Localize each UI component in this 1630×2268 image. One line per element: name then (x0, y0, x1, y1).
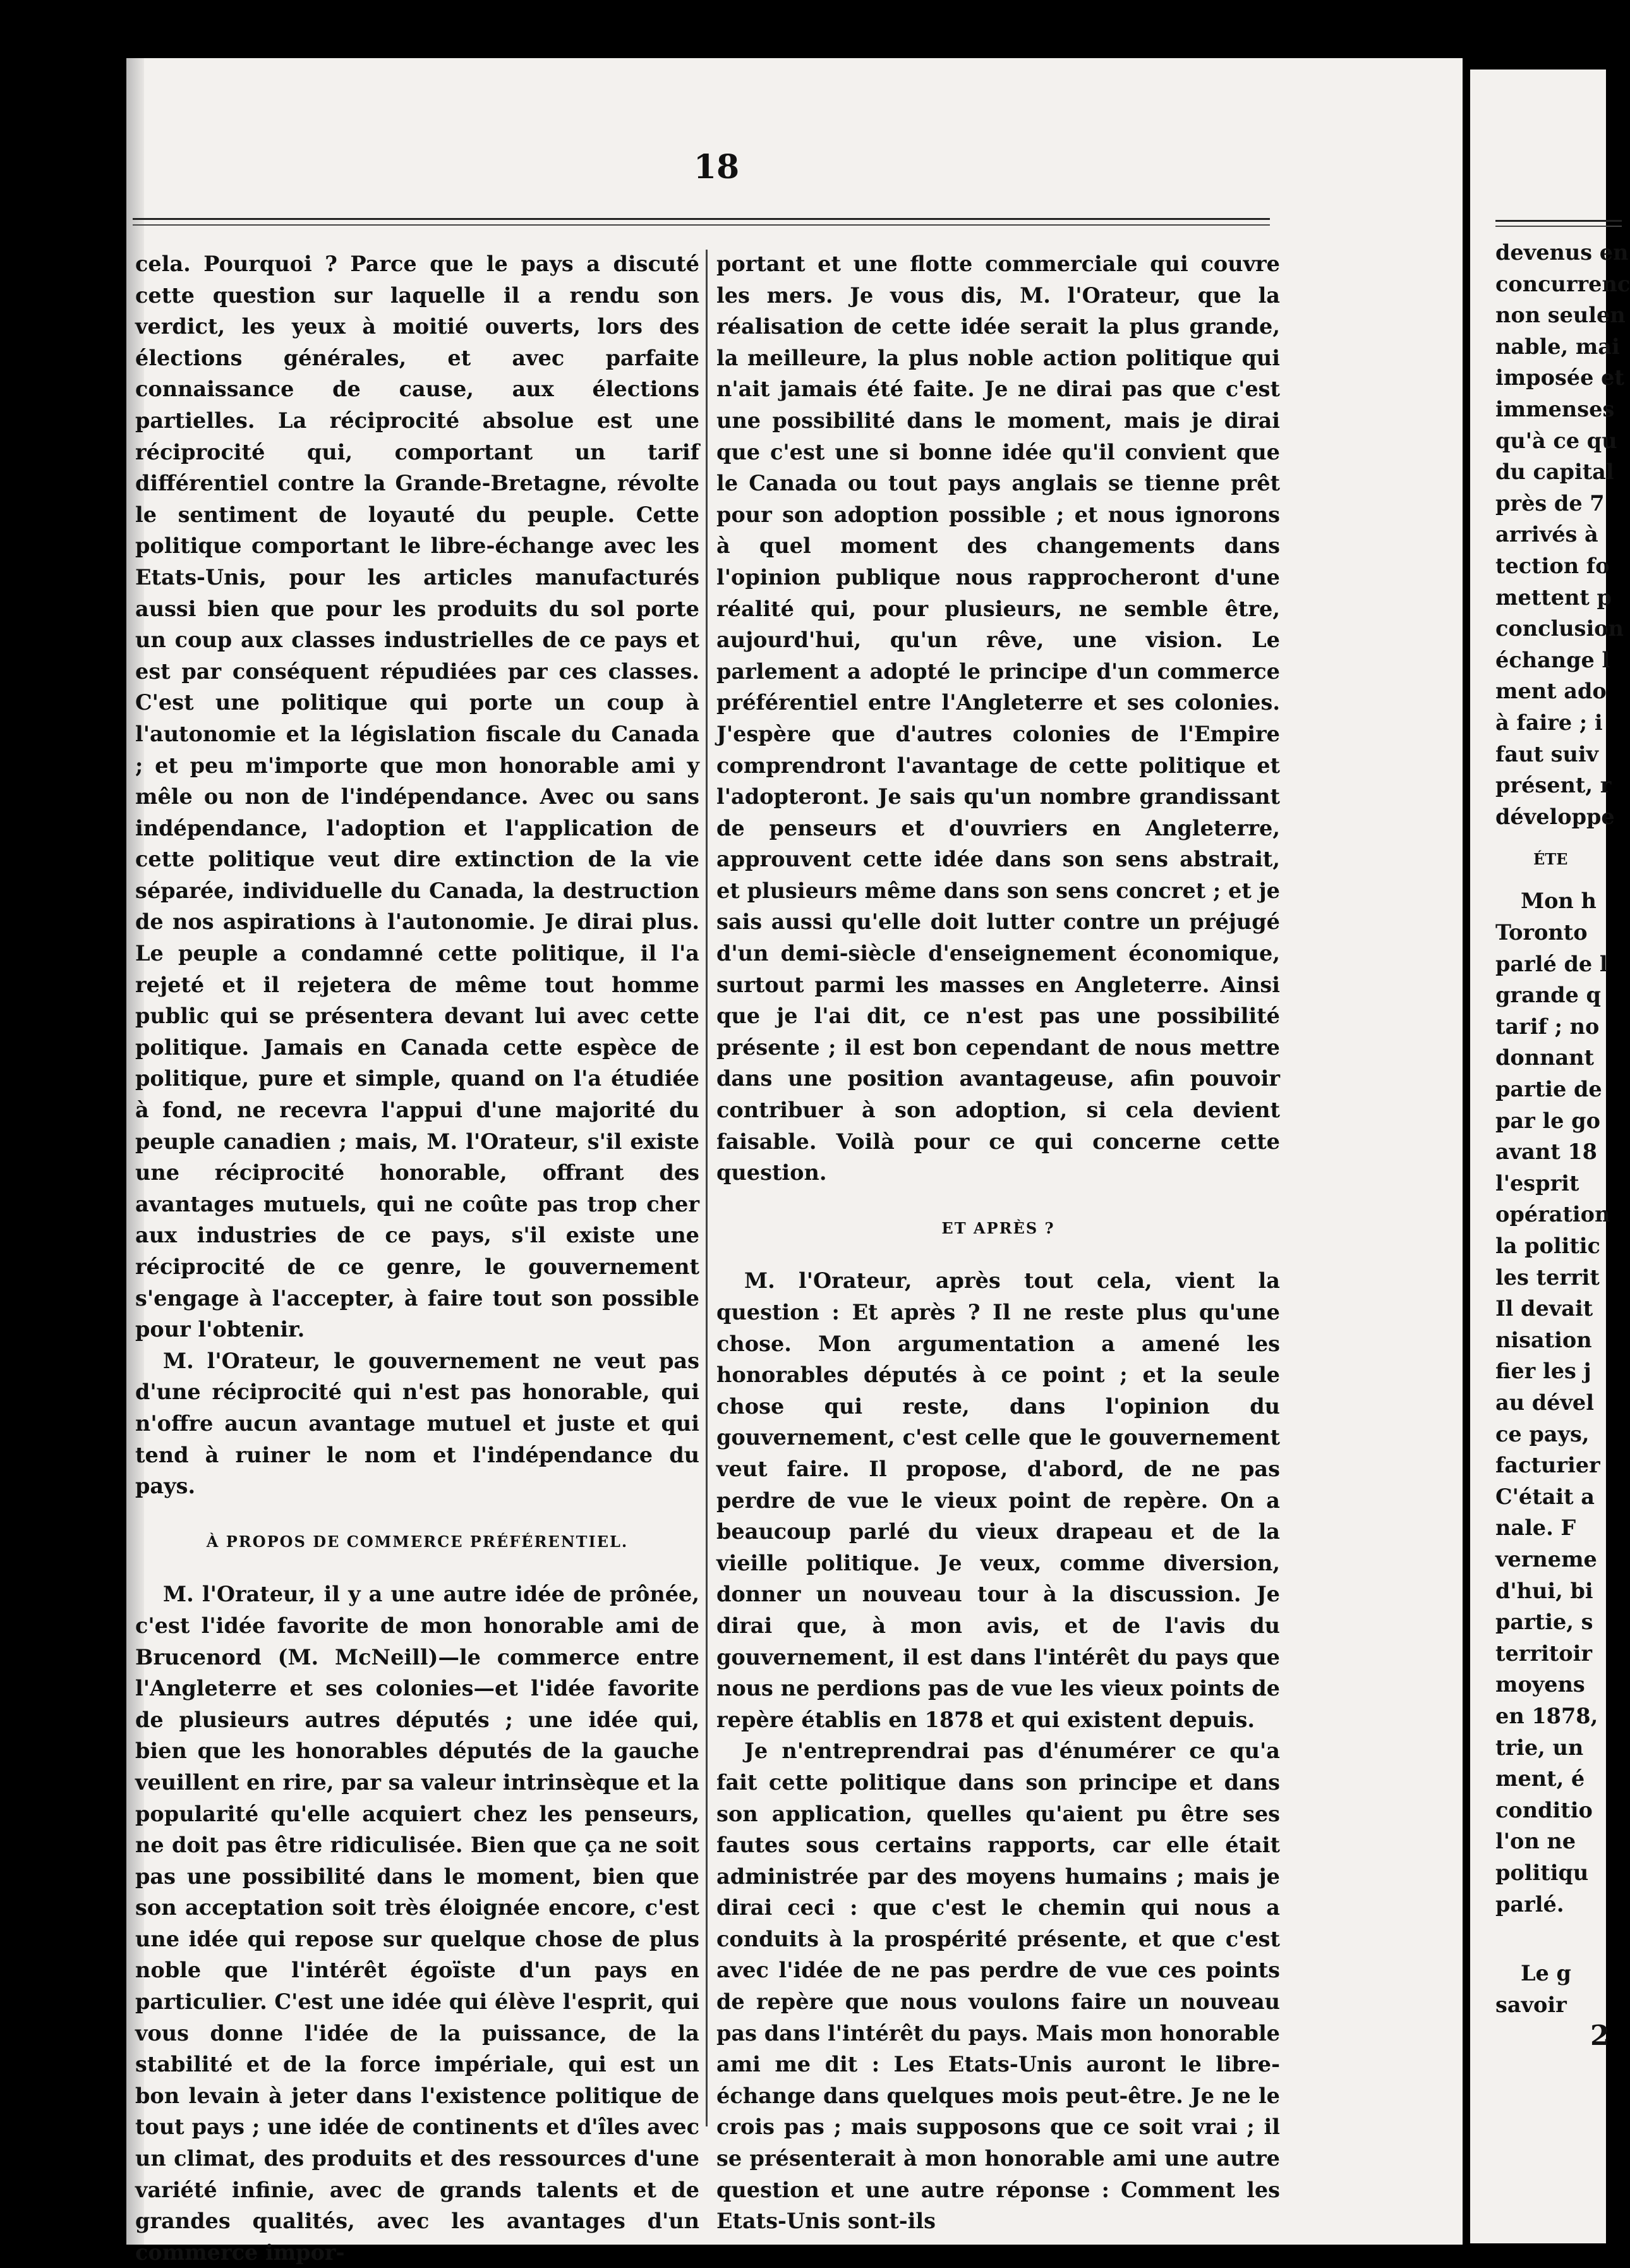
facing-page-line: Le g (1521, 1961, 1571, 1986)
facing-page-line: territoir (1495, 1640, 1593, 1666)
facing-page-line: conditio (1495, 1797, 1593, 1822)
paragraph: M. l'Orateur, après tout cela, vient la question : Et après ? Il ne reste plus qu'une chose. Mon argumentation a amené les honorables députés à ce point ; et la seule chose qui reste, dans l'opinion du gouvernement, c'est celle que le gouvernement veut faire. Il propose, d'abord, de ne pas perdre de vue le vieux point de repère. On a beaucoup parlé du vieux drapeau et de la vieille politique. Je veux, comme diversion, donner un nouveau tour à la discussion. Je dirai que, à mon avis, et de l'avis du gouvernement, il est dans l'intérêt du pays que nous ne perdions pas de vue les vieux points de repère établis en 1878 et qui existent depuis. (716, 1268, 1280, 1732)
paragraph: cela. Pourquoi ? Parce que le pays a discuté cette question sur laquelle il a rendu son verdict, les yeux à moitié ouverts, lors des élections générales, et avec parfaite connaissance de cause, aux élections partielles. La réciprocité absolue est une réciprocité qui, comportant un tarif différentiel contre la Grande-Bretagne, révolte le sentiment de loyauté du peuple. Cette politique comportant le libre-échange avec les Etats-Unis, pour les articles manufacturés aussi bien que pour les produits du sol porte un coup aux classes industrielles de ce pays et est par conséquent répudiées par ces classes. C'est une politique qui porte un coup à l'autonomie et la législation fiscale du Canada ; et peu m'importe que mon honorable ami y mêle ou non de l'indépendance. Avec ou sans indépendance, l'adoption et l'application de cette politique veut dire extinction de la vie séparée, individuelle du Canada, la destruction de nos aspirations à l'autonomie. Je dirai plus. Le peuple a condamné cette politique, il l'a rejeté et il rejetera de même tout homme public qui se présentera devant lui avec cette politique. Jamais en Canada cette espèce de politique, pure et simple, quand on l'a étudiée à fond, ne recevra l'appui d'une majorité du peuple canadien ; mais, M. l'Orateur, s'il existe une réciprocité honorable, offrant des avantages mutuels, qui ne coûte pas trop cher aux industries de ce pays, s'il existe une réciprocité de ce genre, le gouvernement s'engage à l'accepter, à faire tout son possible pour l'obtenir. (135, 252, 699, 1342)
facing-page-line: fier les j (1495, 1359, 1591, 1384)
facing-page-rule (1495, 220, 1622, 227)
facing-page-line: ce pays, (1495, 1421, 1590, 1446)
paragraph: M. l'Orateur, le gouvernement ne veut pas d'une réciprocité qui n'est pas honorable, qui n'offre aucun avantage mutuel et juste et qui tend à ruiner le nom et l'indépendance du pays. (135, 1348, 699, 1499)
facing-page-line: parlé de l (1495, 951, 1608, 976)
facing-page-line: l'esprit (1495, 1170, 1579, 1196)
header-rule (133, 218, 1270, 226)
section-heading: À PROPOS DE COMMERCE PRÉFÉRENTIEL. (206, 1532, 629, 1551)
facing-page-line: ment ado (1495, 679, 1607, 704)
facing-page-line: nisation (1495, 1327, 1592, 1352)
facing-page-line: présent, r (1495, 773, 1612, 798)
facing-page-line: devenus en (1495, 240, 1629, 265)
facing-page-line: conclusion (1495, 616, 1624, 641)
facing-page-line: partie, s (1495, 1610, 1593, 1635)
facing-page-line: nable, mai (1495, 334, 1620, 359)
facing-page-line: verneme (1495, 1547, 1597, 1572)
facing-page-line: près de 7 (1495, 490, 1605, 516)
page-gutter (1463, 51, 1470, 2250)
facing-page (1470, 70, 1630, 2243)
facing-page-line: avant 18 (1495, 1139, 1597, 1165)
paragraph: Je n'entreprendrai pas d'énumérer ce qu'a fait cette politique dans son principe et dans son application, quelles qu'aient pu être ses fautes sous certains rapports, car elle était administrée par des moyens humains ; mais je dirai ceci : que c'est le chemin qui nous a conduits à la prospérité présente, et que c'est avec l'idée de ne pas perdre de vue ces points de repère que nous voulons faire un nouveau pas dans l'intérêt du pays. Mais mon honorable ami me dit : Les Etats-Unis auront le libre-échange dans quelques mois peut-être. Je ne le crois pas ; mais supposons que ce soit vrai ; il se présenterait à mon honorable ami une autre question et une autre réponse : Comment les Etats-Unis sont-ils (716, 1738, 1280, 2234)
facing-page-line: à faire ; i (1495, 710, 1603, 735)
page-number: 18 (693, 148, 740, 186)
facing-page-line: trie, un (1495, 1735, 1584, 1760)
facing-page-line: immenses (1495, 397, 1615, 421)
facing-page-line: savoir (1495, 1992, 1567, 2017)
facing-page-line: par le go (1495, 1108, 1600, 1133)
facing-page-line: tection fo (1495, 554, 1610, 578)
facing-page-line: donnant (1495, 1045, 1595, 1070)
facing-page-line: facturier (1495, 1453, 1600, 1478)
facing-page-line: non seulen (1495, 303, 1626, 328)
facing-page-line: imposée et (1495, 365, 1624, 391)
paragraph: portant et une flotte commerciale qui couvre les mers. Je vous dis, M. l'Orateur, que la réalisation de cette idée serait la plus grande, la meilleure, la plus noble action politique qui n'ait jamais été faite. Je ne dirai pas que c'est une possibilité dans le moment, mais je dirai que c'est une si bonne idée qu'il convient que le Canada ou tout pays anglais se tienne prêt pour son adoption possible ; et nous ignorons à quel moment des changements dans l'opinion publique nous rapprocheront d'une réalité qui, pour plusieurs, ne semble être, aujourd'hui, qu'un rêve, une vision. Le parlement a adopté le principe d'un commerce préférentiel entre l'Angleterre et ses colonies. J'espère que d'autres colonies de l'Empire comprendront l'avantage de cette politique et l'adopteront. Je sais qu'un nombre grandissant de penseurs et d'ouvriers en Angleterre, approuvent cette idée dans son sens abstrait, et plusieurs même dans son sens concret ; et je sais aussi qu'elle doit lutter contre un préjugé d'un demi-siècle d'enseignement économique, surtout parmi les masses en Angleterre. Ainsi que je l'ai dit, ce n'est pas une possibilité présente ; il est bon cependant de nous mettre dans une position avantageuse, afin pouvoir contribuer à son adoption, si cela devient faisable. Voilà pour ce qui concerne cette question. (716, 252, 1280, 1186)
section-heading: ET APRÈS ? (941, 1218, 1055, 1237)
facing-page-line: Il devait (1495, 1296, 1593, 1321)
facing-page-line: la politic (1495, 1234, 1600, 1258)
facing-page-line: échange l (1495, 647, 1610, 672)
column-divider (706, 250, 708, 2126)
facing-page-line: Mon h (1521, 888, 1597, 914)
facing-page-line: Toronto (1495, 920, 1588, 945)
facing-page-line: nale. F (1495, 1515, 1576, 1541)
facing-page-line: en 1878, (1495, 1704, 1598, 1728)
facing-page-line: au dével (1495, 1390, 1594, 1415)
facing-page-line: opération (1495, 1202, 1610, 1227)
facing-page-line: du capital (1495, 459, 1614, 485)
facing-page-line: d'hui, bi (1495, 1578, 1593, 1603)
facing-page-line: ment, é (1495, 1766, 1585, 1792)
facing-page-line: 2 (1590, 2020, 1610, 2053)
facing-page-line: mettent p (1495, 585, 1612, 610)
facing-page-line: C'était a (1495, 1484, 1595, 1509)
facing-page-line: politiqu (1495, 1860, 1589, 1885)
facing-page-line: l'on ne (1495, 1829, 1576, 1854)
right-column (716, 248, 1280, 2237)
facing-page-line: arrivés à (1495, 522, 1598, 547)
facing-page-line: grande q (1495, 983, 1601, 1008)
facing-page-line: ÉTE (1533, 850, 1568, 869)
facing-page-line: concurrenc (1495, 271, 1630, 296)
left-column (135, 248, 699, 2268)
facing-page-line: développe (1495, 804, 1615, 829)
facing-page-line: moyens (1495, 1672, 1585, 1697)
facing-page-line: partie de (1495, 1077, 1602, 1101)
paragraph: M. l'Orateur, il y a une autre idée de prônée, c'est l'idée favorite de mon honorable ami de Brucenord (M. McNeill)—le commerce entre l'Angleterre et ses colonies—et l'idée favorite de plusieurs autres députés ; une idée qui, bien que les honorables députés de la gauche veuillent en rire, par sa valeur intrinsèque et la popularité qu'elle acquiert chez les penseurs, ne doit pas être ridiculisée. Bien que ça ne soit pas une possibilité dans le moment, bien que son acceptation soit très éloignée encore, c'est une idée qui repose sur quelque chose de plus noble que l'intérêt égoïste d'un pays en particulier. C'est une idée qui élève l'esprit, qui vous donne l'idée de la puissance, de la stabilité et de la force impériale, qui est un bon levain à jeter dans l'existence politique de tout pays ; une idée de continents et d'îles avec un climat, des produits et des ressources d'une variété infinie, avec de grands talents et de grandes qualités, avec les avantages d'un commerce impor- (135, 1582, 699, 2265)
facing-page-line: tarif ; no (1495, 1014, 1600, 1039)
facing-page-line: parlé. (1495, 1891, 1564, 1917)
facing-page-line: faut suiv (1495, 741, 1599, 767)
facing-page-line: qu'à ce qu (1495, 428, 1617, 453)
facing-page-line: les territ (1495, 1264, 1600, 1290)
